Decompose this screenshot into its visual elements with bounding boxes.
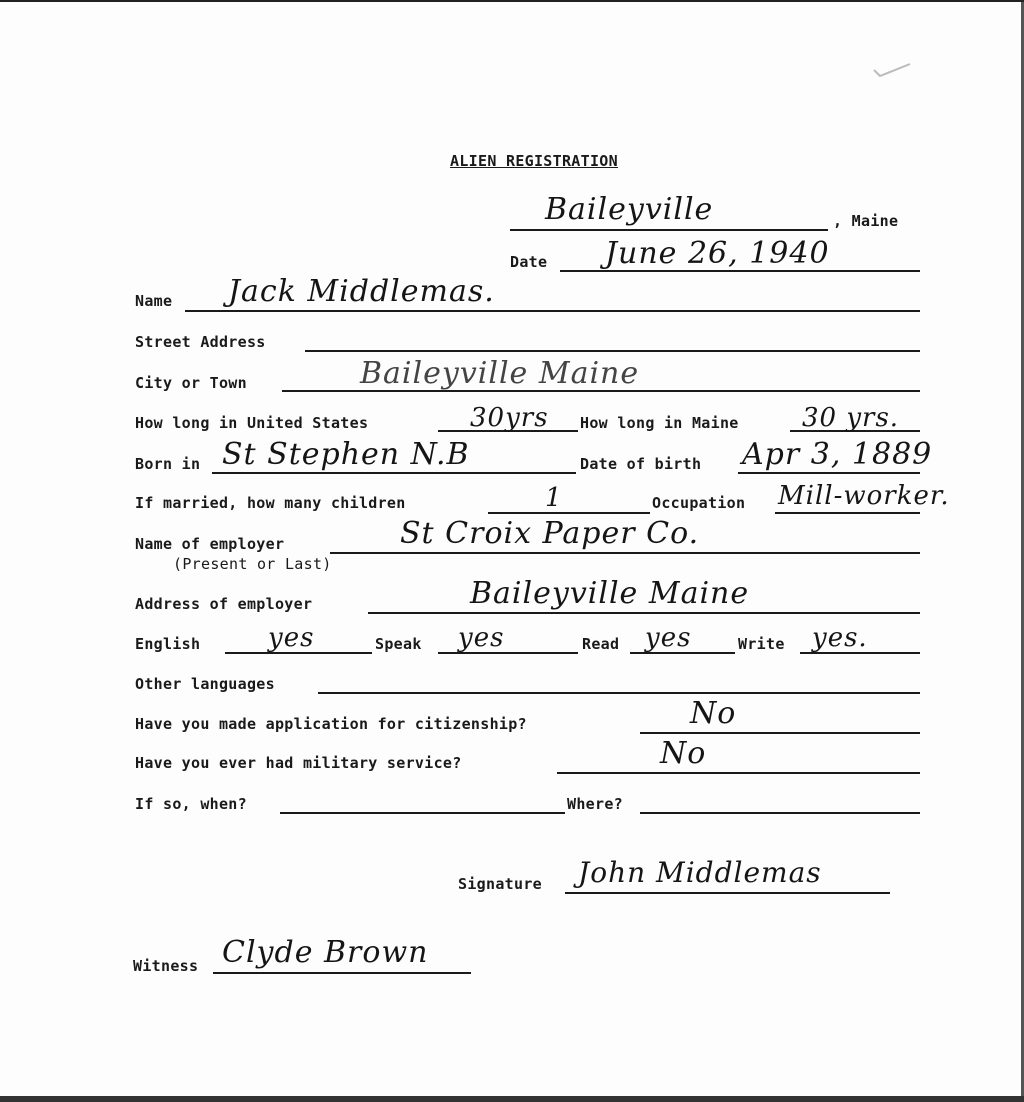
signature-line xyxy=(565,892,890,894)
how-long-maine-label: How long in Maine xyxy=(580,414,739,432)
read-label: Read xyxy=(582,635,620,653)
street-line xyxy=(305,350,920,352)
employer-entry: St Croix Paper Co. xyxy=(400,516,700,551)
employer-line xyxy=(330,552,920,554)
other-languages-line xyxy=(318,692,920,694)
english-label: English xyxy=(135,635,201,653)
date-entry: June 26, 1940 xyxy=(605,236,830,271)
children-line xyxy=(488,512,650,514)
state-label: , Maine xyxy=(833,212,899,230)
dob-line xyxy=(738,472,920,474)
form-title: ALIEN REGISTRATION xyxy=(450,152,618,170)
signature-label: Signature xyxy=(458,875,542,893)
page-edge-bottom xyxy=(0,1096,1024,1102)
date-label: Date xyxy=(510,253,548,271)
town-line xyxy=(510,229,828,231)
check-mark-icon xyxy=(872,62,912,82)
name-line xyxy=(185,310,920,312)
write-label: Write xyxy=(738,635,785,653)
children-entry: 1 xyxy=(545,483,563,513)
city-entry: Baileyville Maine xyxy=(360,356,640,391)
employer-address-label: Address of employer xyxy=(135,595,313,613)
street-label: Street Address xyxy=(135,333,266,351)
citizenship-entry: No xyxy=(690,696,737,731)
signature-entry: John Middlemas xyxy=(578,856,822,889)
speak-label: Speak xyxy=(375,635,422,653)
where-label: Where? xyxy=(567,795,623,813)
citizenship-label: Have you made application for citizenship? xyxy=(135,715,527,733)
witness-label: Witness xyxy=(133,957,199,975)
if-so-label: If so, when? xyxy=(135,795,247,813)
write-entry: yes. xyxy=(812,623,868,653)
married-label: If married, how many children xyxy=(135,494,406,512)
born-line xyxy=(212,472,576,474)
english-entry: yes xyxy=(268,623,315,653)
name-label: Name xyxy=(135,292,173,310)
employer-sub-label: (Present or Last) xyxy=(173,555,332,573)
town-entry: Baileyville xyxy=(545,192,714,227)
employer-label: Name of employer xyxy=(135,535,285,553)
other-languages-label: Other languages xyxy=(135,675,275,693)
employer-address-line xyxy=(368,612,920,614)
name-entry: Jack Middlemas. xyxy=(228,274,495,309)
military-entry: No xyxy=(660,736,707,771)
speak-entry: yes xyxy=(458,623,505,653)
born-entry: St Stephen N.B xyxy=(222,437,470,472)
citizenship-line xyxy=(640,732,920,734)
how-long-us-label: How long in United States xyxy=(135,414,369,432)
dob-entry: Apr 3, 1889 xyxy=(742,437,933,472)
military-line xyxy=(557,772,920,774)
born-label: Born in xyxy=(135,455,201,473)
how-long-maine-entry: 30 yrs. xyxy=(802,403,900,433)
read-entry: yes xyxy=(645,623,692,653)
when-line xyxy=(280,812,565,814)
dob-label: Date of birth xyxy=(580,455,702,473)
occupation-label: Occupation xyxy=(652,494,746,512)
military-label: Have you ever had military service? xyxy=(135,754,462,772)
witness-entry: Clyde Brown xyxy=(222,935,429,970)
employer-address-entry: Baileyville Maine xyxy=(470,576,750,611)
occupation-line xyxy=(775,512,920,514)
where-line xyxy=(640,812,920,814)
city-label: City or Town xyxy=(135,374,247,392)
witness-line xyxy=(213,972,471,974)
occupation-entry: Mill-worker. xyxy=(778,481,950,511)
how-long-us-entry: 30yrs xyxy=(470,403,549,433)
